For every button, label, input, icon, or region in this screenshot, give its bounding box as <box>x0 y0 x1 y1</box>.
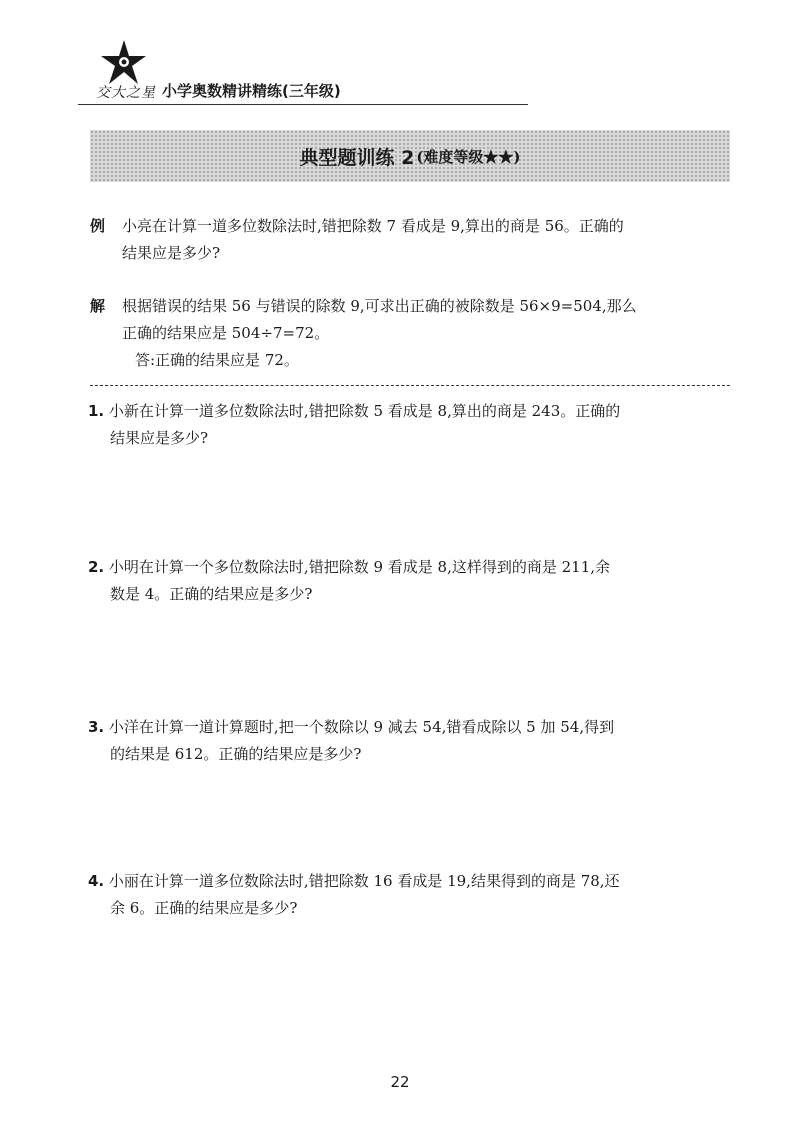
problem-number: 1. <box>88 402 105 420</box>
problem-text: 小丽在计算一道多位数除法时,错把除数 16 看成是 19,结果得到的商是 78,还 <box>108 872 620 890</box>
problem-number: 3. <box>88 718 105 736</box>
section-banner <box>90 130 730 182</box>
page-header <box>78 38 538 108</box>
problem-text-continued: 余 6。正确的结果应是多少? <box>110 899 298 917</box>
book-title: 小学奥数精讲精练(三年级) <box>162 82 341 100</box>
solution-answer: 答:正确的结果应是 72。 <box>135 351 299 369</box>
example-label: 例 <box>90 217 106 235</box>
problem-number: 2. <box>88 558 105 576</box>
problem-text: 小新在计算一道多位数除法时,错把除数 5 看成是 8,算出的商是 243。正确的 <box>108 402 621 420</box>
section-title: 典型题训练 2 <box>299 146 415 169</box>
solution-line: 根据错误的结果 56 与错误的除数 9,可求出正确的被除数是 56×9=504,那么 <box>122 297 637 315</box>
solution-label: 解 <box>90 297 106 315</box>
star-logo-icon <box>98 38 148 86</box>
brand-name: 交大之星 <box>96 85 156 101</box>
problem-item <box>88 398 738 452</box>
example-block <box>90 213 740 267</box>
solution-block <box>90 293 740 374</box>
header-divider <box>78 104 528 105</box>
problem-text: 小洋在计算一道计算题时,把一个数除以 9 减去 54,错看成除以 5 加 54,得到 <box>108 718 615 736</box>
problem-text: 小明在计算一个多位数除法时,错把除数 9 看成是 8,这样得到的商是 211,余 <box>108 558 611 576</box>
problem-text-continued: 数是 4。正确的结果应是多少? <box>110 585 313 603</box>
problem-item <box>88 714 738 768</box>
problem-item <box>88 554 738 608</box>
page-number: 22 <box>390 1073 410 1091</box>
solution-line: 正确的结果应是 504÷7=72。 <box>122 324 330 342</box>
problem-number: 4. <box>88 872 105 890</box>
difficulty-label: (难度等级★★) <box>416 147 521 166</box>
dashed-separator <box>90 385 730 386</box>
problem-text-continued: 的结果是 612。正确的结果应是多少? <box>110 745 362 763</box>
problem-item <box>88 868 738 922</box>
example-line: 小亮在计算一道多位数除法时,错把除数 7 看成是 9,算出的商是 56。正确的 <box>122 217 624 235</box>
example-line: 结果应是多少? <box>122 244 221 262</box>
problem-text-continued: 结果应是多少? <box>110 429 209 447</box>
